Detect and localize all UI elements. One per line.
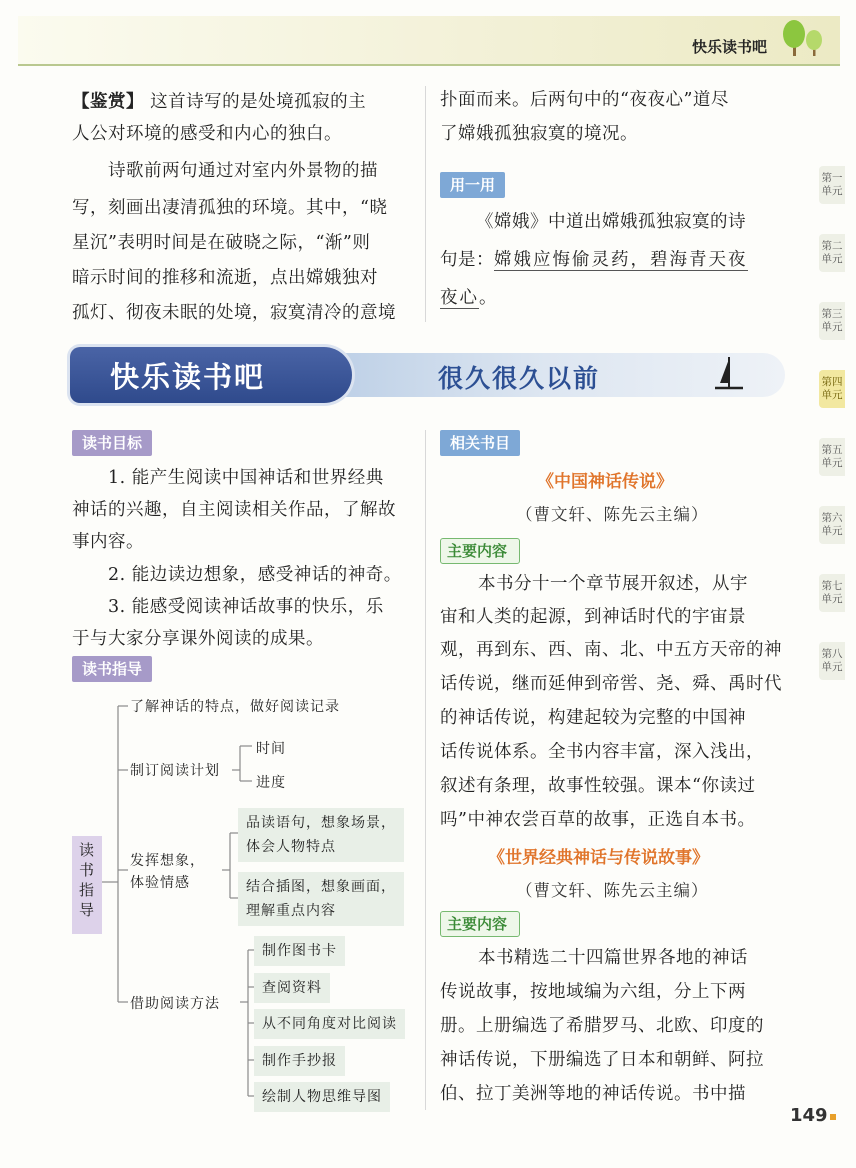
- column-divider-bottom: [425, 430, 426, 1110]
- side-tab-unit-7[interactable]: 第七单元: [819, 574, 845, 612]
- book1-title: 《中国神话传说》: [537, 472, 673, 492]
- banner-title: 快乐读书吧: [110, 360, 266, 394]
- appreciation-line-1: 【鉴赏】 这首诗写的是处境孤寂的主: [72, 92, 367, 112]
- mindmap-method-4: 制作手抄报: [254, 1046, 345, 1076]
- appreciation-line-6: 暗示时间的推移和流逝，点出嫦娥独对: [72, 268, 378, 288]
- mindmap-progress: 进度: [256, 775, 286, 791]
- book1-line-1: 本书分十一个章节展开叙述，从宇: [478, 574, 748, 594]
- book2-line-5: 伯、拉丁美洲等地的神话传说。书中描: [440, 1084, 746, 1104]
- book1-content-label: 主要内容: [440, 538, 520, 564]
- book1-line-2: 宙和人类的起源，到神话时代的宇宙景: [440, 607, 746, 627]
- sailboat-icon: [712, 355, 746, 395]
- appreciation-line-5: 星沉”表明时间是在破晓之际，“渐”则: [72, 233, 371, 253]
- page-number: 149: [790, 1105, 828, 1126]
- goal-line-2: 神话的兴趣，自主阅读相关作品，了解故: [72, 500, 396, 520]
- use-line-2: 句是：嫦娥应悔偷灵药，碧海青天夜: [440, 250, 748, 270]
- side-tab-unit-1[interactable]: 第一单元: [819, 166, 845, 204]
- appreciation-line-7: 孤灯、彻夜未眠的处境，寂寞清冷的意境: [72, 303, 396, 323]
- side-tab-unit-2[interactable]: 第二单元: [819, 234, 845, 272]
- book1-editor: （曹文轩、陈先云主编）: [516, 505, 709, 524]
- side-tab-unit-3[interactable]: 第三单元: [819, 302, 845, 340]
- mindmap-method-1: 制作图书卡: [254, 936, 345, 966]
- tree-icon: [780, 18, 826, 58]
- mindmap-box-1: 品读语句，想象场景， 体会人物特点: [238, 808, 404, 862]
- use-line-3: 夜心。: [440, 288, 497, 308]
- goal-line-3: 事内容。: [72, 532, 144, 552]
- book1-line-7: 叙述有条理，故事性较强。课本“你读过: [440, 776, 756, 796]
- poem-answer-cont: 夜心: [440, 288, 479, 308]
- banner-subtitle: 很久很久以前: [438, 364, 601, 393]
- book2-line-4: 神话传说，下册编选了日本和朝鲜、阿拉: [440, 1050, 764, 1070]
- use-label: 用一用: [440, 172, 505, 198]
- mindmap-method-3: 从不同角度对比阅读: [254, 1009, 405, 1039]
- book1-line-5: 的神话传说，构建起较为完整的中国神: [440, 708, 746, 728]
- goal-line-1: 1. 能产生阅读中国神话和世界经典: [108, 468, 384, 488]
- mindmap-box-2: 结合插图，想象画面， 理解重点内容: [238, 872, 404, 926]
- header-title: 快乐读书吧: [692, 38, 768, 56]
- book2-title: 《世界经典神话与传说故事》: [488, 848, 709, 868]
- book1-line-3: 观，再到东、西、南、北、中五方天帝的神: [440, 640, 782, 660]
- side-tab-unit-5[interactable]: 第五单元: [819, 438, 845, 476]
- mindmap-branch-1: 了解神话的特点，做好阅读记录: [130, 699, 340, 715]
- goal-line-6: 于与大家分享课外阅读的成果。: [72, 629, 324, 649]
- book2-line-1: 本书精选二十四篇世界各地的神话: [478, 948, 748, 968]
- book1-line-6: 话传说体系。全书内容丰富，深入浅出，: [440, 742, 764, 762]
- use-line-1: 《嫦娥》中道出嫦娥孤独寂寞的诗: [476, 212, 746, 232]
- appreciation-cont-2: 了嫦娥孤独寂寞的境况。: [440, 124, 638, 144]
- related-books-label: 相关书目: [440, 430, 520, 456]
- mindmap-branch-2: 制订阅读计划: [130, 763, 220, 779]
- appreciation-line-4: 写，刻画出凄清孤独的环境。其中，“晓: [72, 198, 388, 218]
- reading-guide-label: 读书指导: [72, 656, 152, 682]
- side-tab-unit-8[interactable]: 第八单元: [819, 642, 845, 680]
- reading-goals-label: 读书目标: [72, 430, 152, 456]
- book1-line-8: 吗”中神农尝百草的故事，正选自本书。: [440, 810, 756, 830]
- mindmap-method-5: 绘制人物思维导图: [254, 1082, 390, 1112]
- mindmap-branch-4: 借助阅读方法: [130, 996, 220, 1012]
- appreciation-line-2: 人公对环境的感受和内心的独白。: [72, 124, 342, 144]
- poem-answer: 嫦娥应悔偷灵药，碧海青天夜: [494, 250, 748, 270]
- book2-content-label: 主要内容: [440, 911, 520, 937]
- mindmap-method-2: 查阅资料: [254, 973, 330, 1003]
- mindmap-root: 读 书 指 导: [72, 836, 102, 934]
- appreciation-label: 【鉴赏】: [72, 92, 144, 112]
- side-tab-unit-4[interactable]: 第四单元: [819, 370, 845, 408]
- page-number-dot: [830, 1114, 836, 1120]
- appreciation-line-3: 诗歌前两句通过对室内外景物的描: [108, 161, 378, 181]
- mindmap-branch-3: 发挥想象， 体验情感: [130, 853, 205, 891]
- side-tab-unit-6[interactable]: 第六单元: [819, 506, 845, 544]
- appreciation-cont-1: 扑面而来。后两句中的“夜夜心”道尽: [440, 90, 729, 110]
- book2-line-2: 传说故事，按地域编为六组，分上下两: [440, 982, 746, 1002]
- mindmap-time: 时间: [256, 741, 286, 757]
- book2-line-3: 册。上册编选了希腊罗马、北欧、印度的: [440, 1016, 764, 1036]
- book2-editor: （曹文轩、陈先云主编）: [516, 881, 709, 900]
- goal-line-4: 2. 能边读边想象，感受神话的神奇。: [108, 565, 402, 585]
- book1-line-4: 话传说，继而延伸到帝喾、尧、舜、禹时代: [440, 674, 782, 694]
- goal-line-5: 3. 能感受阅读神话故事的快乐，乐: [108, 597, 384, 617]
